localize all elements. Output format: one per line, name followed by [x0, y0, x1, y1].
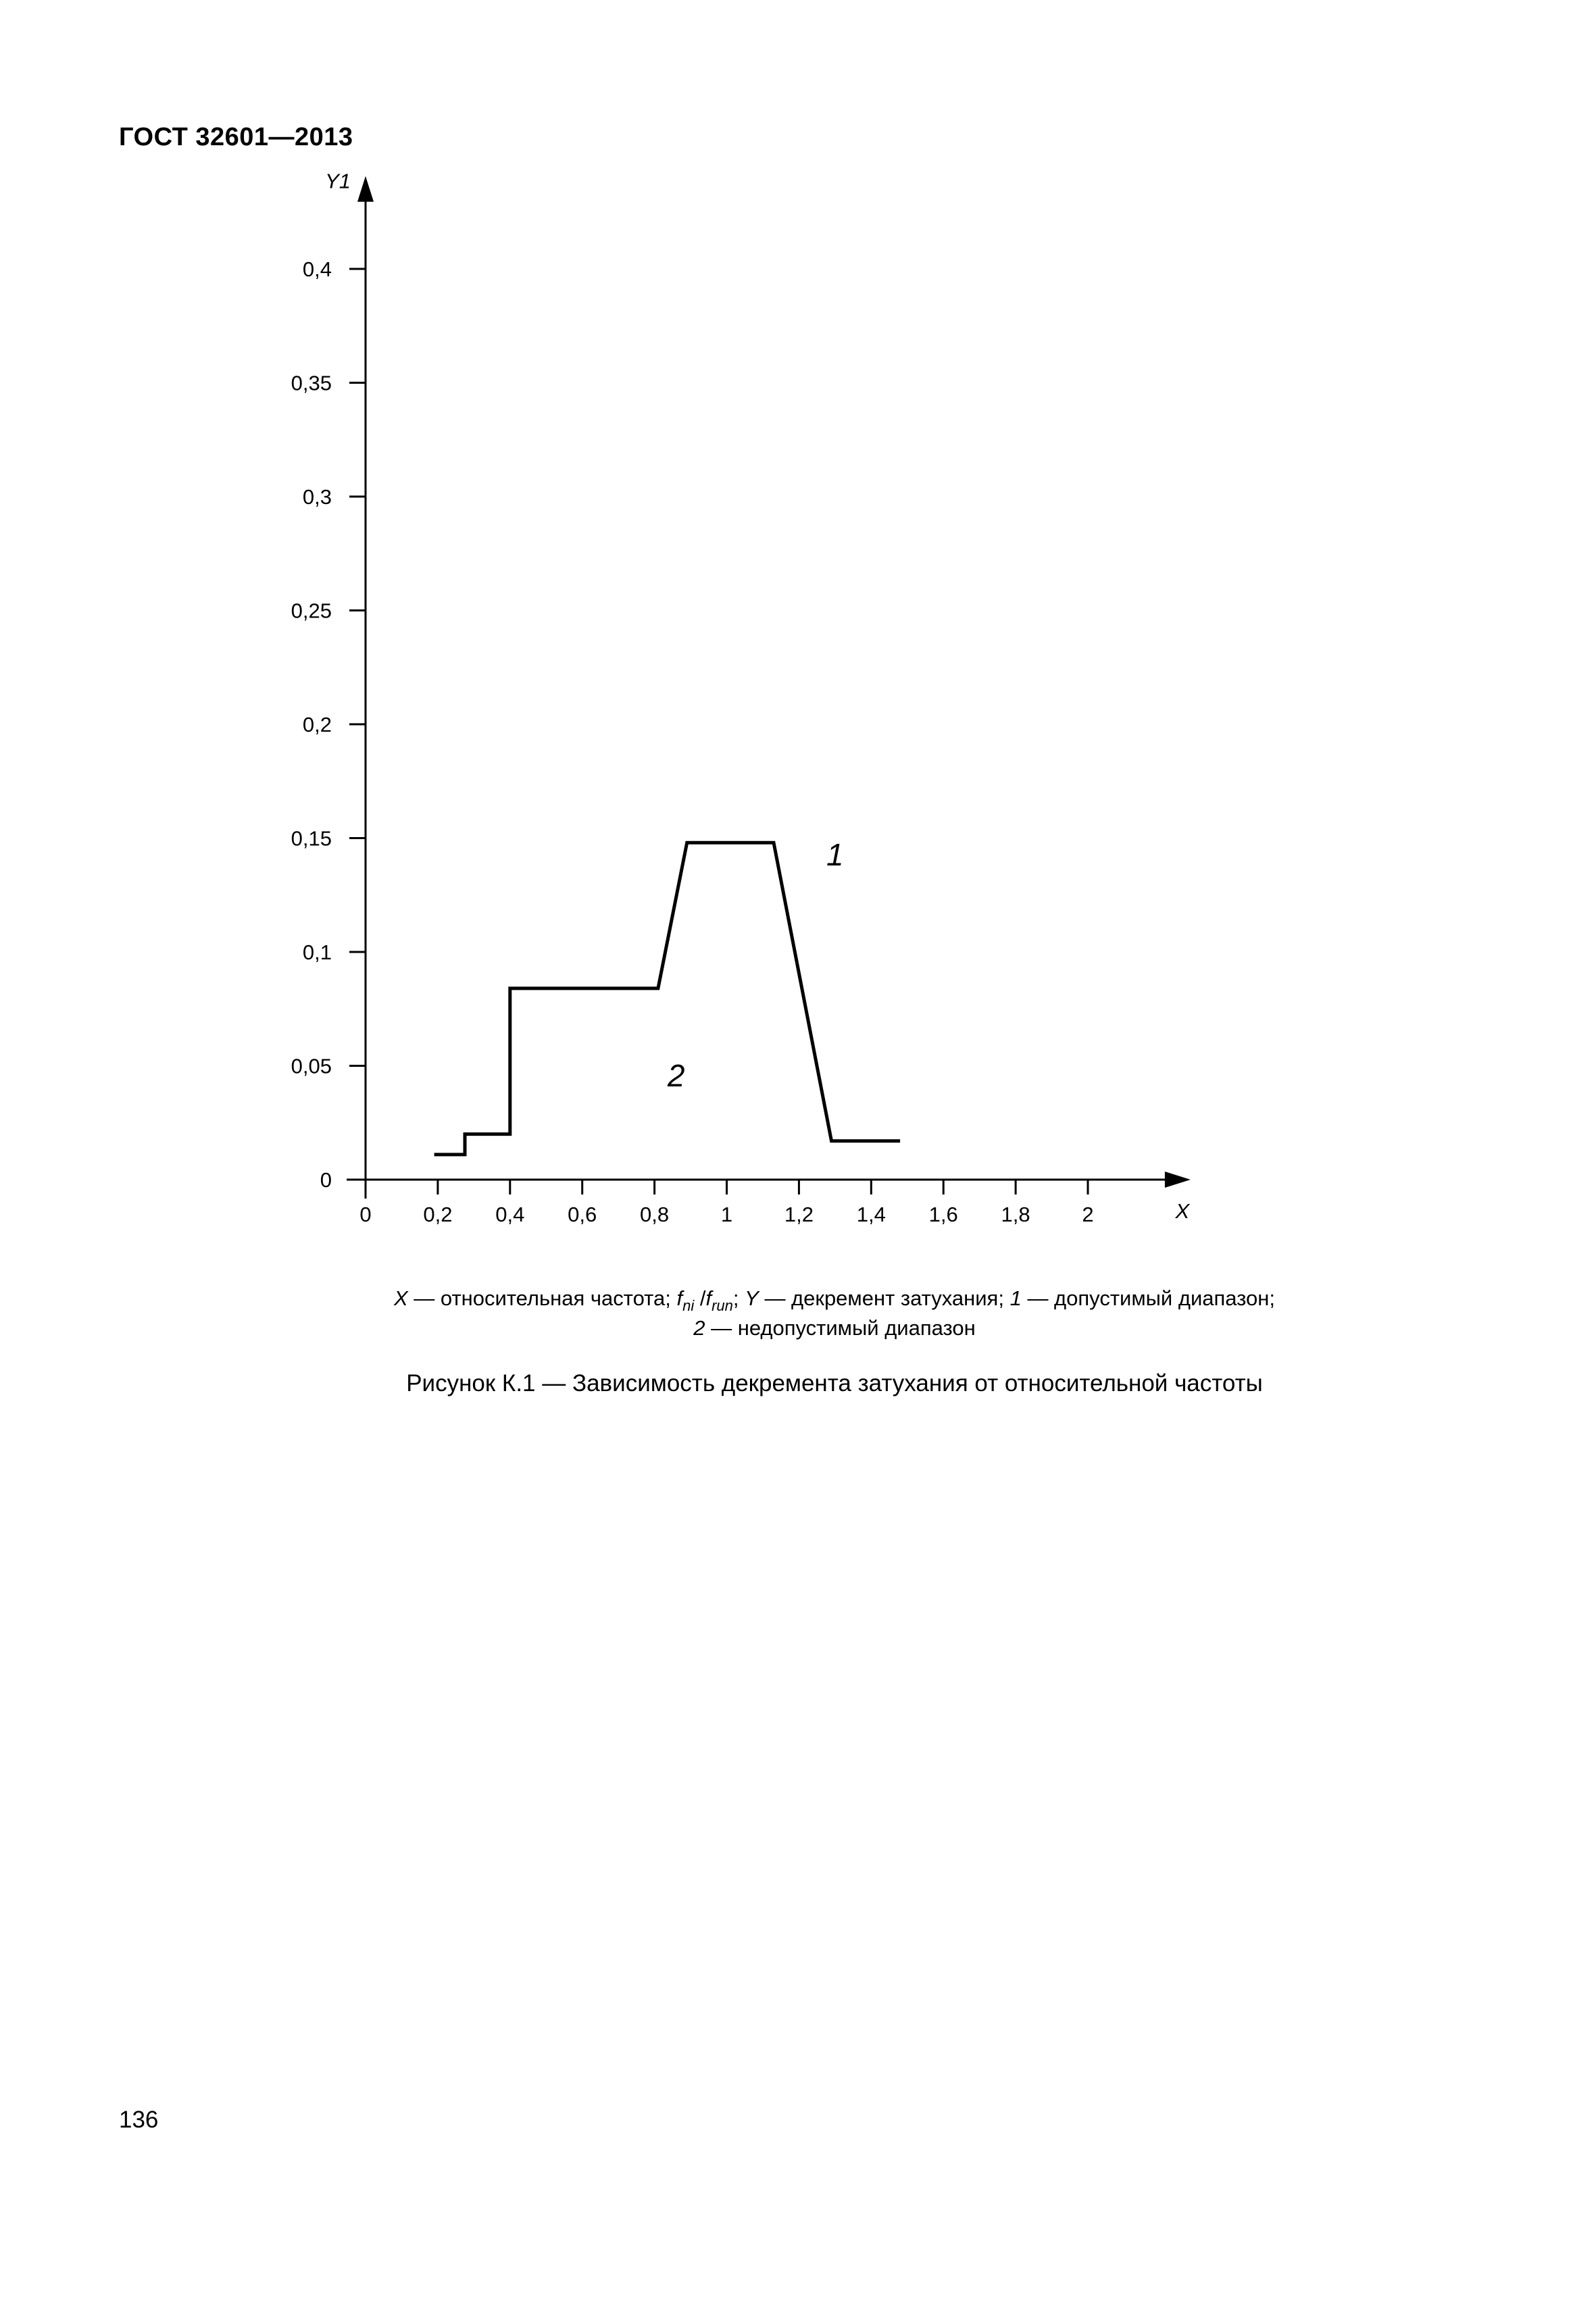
- legend-1-symbol: 1: [1009, 1286, 1022, 1310]
- y-tick-label: 0,4: [302, 257, 332, 281]
- x-tick-label: 1: [720, 1203, 733, 1226]
- x-tick-label: 1,8: [1001, 1203, 1030, 1226]
- legend-subscript-ni: ni: [682, 1297, 695, 1314]
- region-annotation: 2: [667, 1057, 685, 1093]
- y-tick-label: 0,1: [302, 940, 332, 964]
- x-tick-label: 0,8: [640, 1203, 670, 1226]
- document-header: ГОСТ 32601—2013: [119, 123, 353, 151]
- y-tick-label: 0: [320, 1168, 332, 1192]
- x-tick-label: 1,2: [784, 1203, 814, 1226]
- y-tick-label: 0,35: [291, 371, 332, 395]
- legend-x-text: — относительная частота;: [407, 1286, 677, 1310]
- x-tick-label: 1,4: [856, 1203, 886, 1226]
- y-tick-label: 0,3: [302, 485, 332, 509]
- legend-f-symbol-2: f: [705, 1286, 712, 1310]
- legend-y-symbol: Y: [745, 1286, 759, 1310]
- x-tick-label: 0,6: [568, 1203, 597, 1226]
- legend-f-symbol: f: [676, 1286, 683, 1310]
- y-axis-arrow: [357, 176, 374, 202]
- legend-1-text: — допустимый диапазон;: [1021, 1286, 1276, 1310]
- y-tick-label: 0,05: [291, 1054, 332, 1078]
- y-tick-label: 0,2: [302, 713, 332, 736]
- legend-2-text: — недопустимый диапазон: [705, 1316, 976, 1340]
- x-tick-label: 2: [1082, 1203, 1094, 1226]
- x-axis-label: X: [1175, 1199, 1190, 1223]
- legend-2-symbol: 2: [693, 1316, 705, 1340]
- figure-caption: Рисунок К.1 — Зависимость декремента затухания от относительной частоты: [406, 1370, 1263, 1397]
- region-annotation: 1: [826, 836, 844, 872]
- legend-slash: /: [694, 1286, 706, 1310]
- y-axis-label: Y1: [325, 169, 351, 193]
- legend-y-text: — декремент затухания;: [758, 1286, 1010, 1310]
- y-tick-label: 0,25: [291, 599, 332, 623]
- x-tick-label: 0,2: [423, 1203, 453, 1226]
- legend-separator: ;: [732, 1286, 745, 1310]
- x-tick-label: 1,6: [928, 1203, 958, 1226]
- legend-line-2: [203, 1313, 1466, 1343]
- legend-line-1: [203, 1284, 1466, 1313]
- x-tick-label: 0,4: [495, 1203, 525, 1226]
- x-tick-label: 0: [359, 1203, 372, 1226]
- y-tick-label: 0,15: [291, 826, 332, 851]
- boundary-line: [434, 842, 901, 1155]
- figure-legend: [203, 1284, 1466, 1343]
- legend-x-symbol: X: [393, 1286, 408, 1310]
- legend-subscript-run: run: [712, 1297, 733, 1314]
- page-number: 136: [119, 2107, 159, 2133]
- x-axis-arrow: [1165, 1172, 1191, 1188]
